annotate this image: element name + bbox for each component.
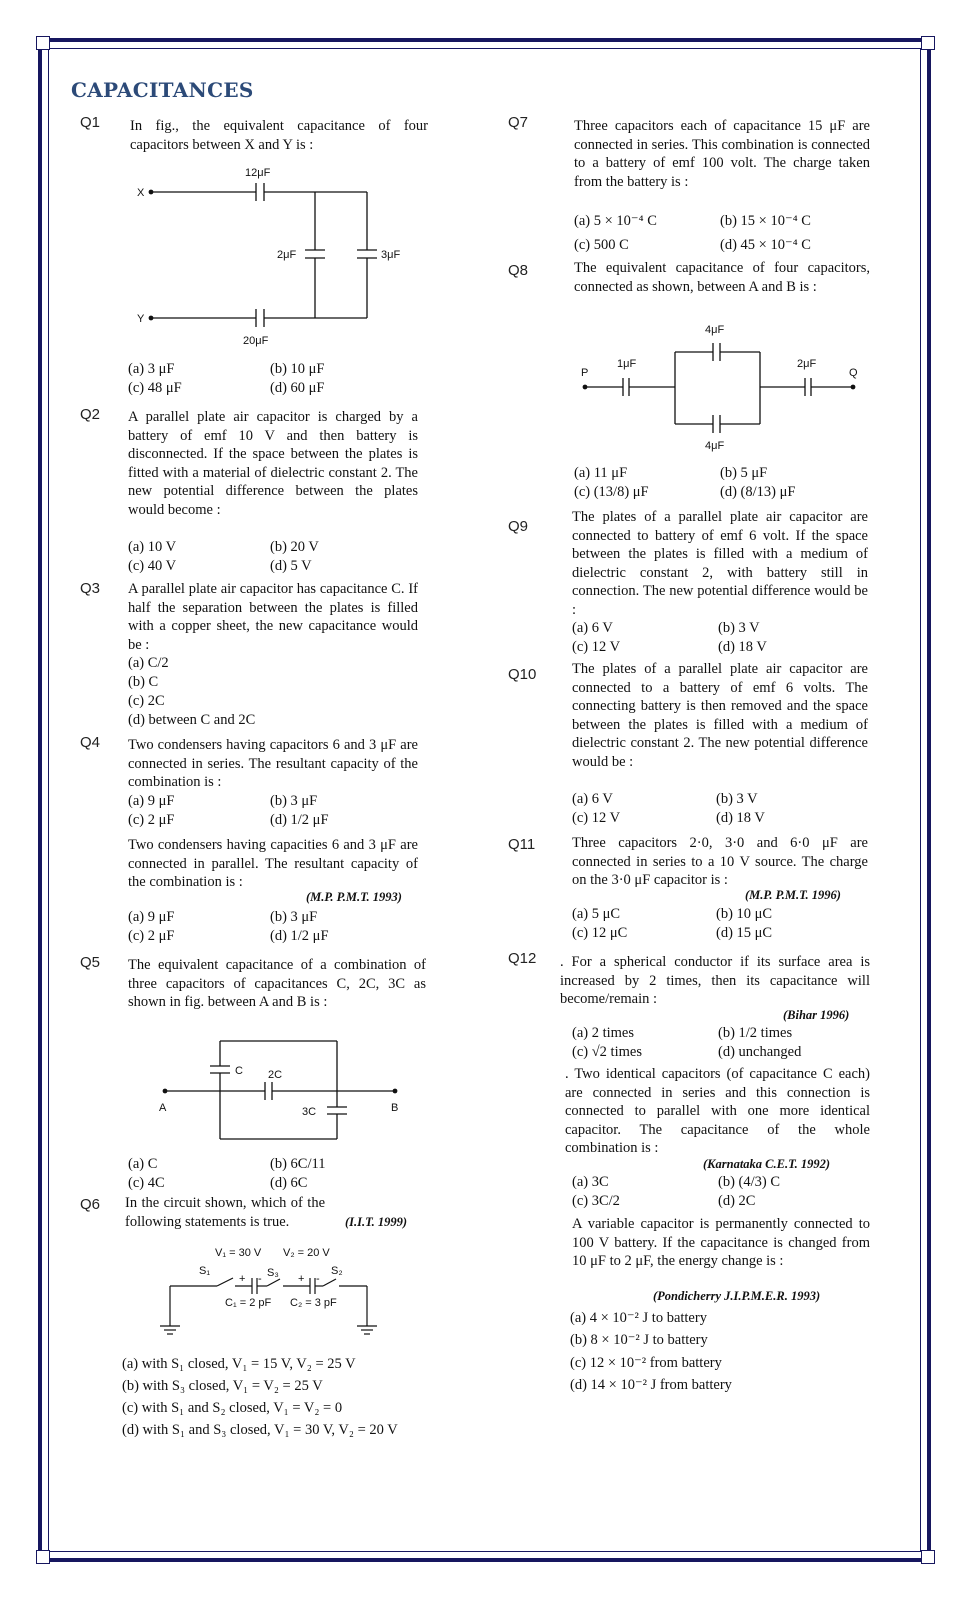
option: (b) 15 × 10⁻⁴ C [720, 213, 811, 229]
label-b: B [391, 1102, 399, 1114]
option: (a) 9 μF [128, 793, 175, 809]
option: (a) 5 μC [572, 906, 621, 922]
question-number: Q1 [80, 114, 101, 131]
option: (c) 12 V [572, 639, 621, 655]
label-v2: V₂ = 20 V [283, 1247, 330, 1259]
label-12uf: 12μF [245, 167, 271, 179]
option: (d) 60 μF [270, 380, 325, 396]
option: (b) 8 × 10⁻² J to battery [570, 1332, 708, 1348]
option: (b) 3 V [718, 620, 760, 636]
question-text: . For a spherical conductor if its surface area is increased by 2 times, then its capacitance will become/remain : [560, 954, 870, 1008]
question-text: The plates of a parallel plate air capacitor are connected to a battery of emf 6 volts. The connecting battery is then removed and the space between the plates is filled with a medium of dielectric constant 2. The new potential difference would be : [572, 661, 868, 770]
option: (b) 20 V [270, 539, 319, 555]
question-number: Q11 [508, 836, 536, 853]
label-3c: 3C [302, 1106, 317, 1118]
label-s1: S₁ [199, 1265, 211, 1277]
option: (a) 6 V [572, 620, 613, 636]
label-20uf: 20μF [243, 335, 269, 347]
label-q: Q [849, 367, 858, 379]
option: (a) 11 μF [574, 465, 628, 481]
question-text: The plates of a parallel plate air capacitor are connected to battery of emf 6 volt. If the space between the plates is filled with a medium of dielectric constant 2, with battery still in connection. The new potential difference would be : [572, 509, 868, 618]
option: (a) C/2 [128, 655, 169, 671]
label-c2: C₂ = 3 pF [290, 1297, 337, 1309]
exam-source: (Karnataka C.E.T. 1992) [703, 1157, 830, 1171]
option: (c) 40 V [128, 558, 177, 574]
option: (d) 1/2 μF [270, 928, 329, 944]
exam-source: (Pondicherry J.I.P.M.E.R. 1993) [653, 1289, 821, 1303]
option: (a) 4 × 10⁻² J to battery [570, 1310, 707, 1326]
option: (a) 3 μF [128, 361, 175, 377]
question-text: Three capacitors each of capacitance 15 μF are connected in series. This combination is connected to a battery of emf 100 volt. The charge taken from the battery is : [574, 118, 870, 190]
q6-circuit-diagram [155, 1248, 395, 1340]
option: (c) 500 C [574, 237, 629, 253]
label-4uf-bottom: 4μF [705, 440, 725, 452]
label-p: P [581, 367, 589, 379]
option: (c) with S₁ and S₂ closed, V₁ = V₂ = 0 [122, 1400, 343, 1416]
option: (c) 4C [128, 1175, 165, 1191]
option: (d) 5 V [270, 558, 312, 574]
option: (a) 6 V [572, 791, 613, 807]
option: (d) (8/13) μF [720, 484, 796, 500]
option: (b) C [128, 674, 159, 690]
option: (c) 2 μF [128, 812, 175, 828]
question-number: Q12 [508, 950, 537, 967]
label-s3: S₃ [267, 1267, 279, 1279]
exam-source: (M.P. P.M.T. 1993) [306, 890, 402, 904]
option: (b) 1/2 times [718, 1025, 793, 1041]
border-corner [921, 36, 935, 50]
label-v1: V₁ = 30 V [215, 1247, 262, 1259]
option: (a) 5 × 10⁻⁴ C [574, 213, 657, 229]
option: (c) 12 μC [572, 925, 628, 941]
option: (a) 10 V [128, 539, 177, 555]
option: (c) 12 V [572, 810, 621, 826]
label-x: X [137, 187, 145, 199]
question-number: Q7 [508, 114, 529, 131]
option: (c) 2 μF [128, 928, 175, 944]
label-plus: + [298, 1273, 305, 1285]
label-s2: S₂ [331, 1265, 343, 1277]
question-text: . Two identical capacitors (of capacitance C each) are connected in series and this connection is connected to parallel with one more identical capacitor. The capacitance of the whole combination is : [565, 1066, 870, 1157]
option: (d) unchanged [718, 1044, 802, 1060]
question-number: Q10 [508, 666, 537, 683]
option: (d) 14 × 10⁻² J from battery [570, 1377, 732, 1393]
option: (c) 48 μF [128, 380, 182, 396]
option: (b) 10 μF [270, 361, 325, 377]
question-number: Q3 [80, 580, 101, 597]
option: (a) C [128, 1156, 158, 1172]
option: (a) with S₁ closed, V₁ = 15 V, V₂ = 25 V [122, 1356, 356, 1372]
exam-source: (M.P. P.M.T. 1996) [745, 888, 841, 902]
label-2uf: 2μF [797, 358, 817, 370]
option: (b) 5 μF [720, 465, 768, 481]
q1-circuit-diagram [135, 160, 401, 355]
option: (b) 3 μF [270, 793, 318, 809]
question-text: In the circuit shown, which of the following statements is true. [125, 1195, 325, 1230]
question-text: The equivalent capacitance of a combination of three capacitors of capacitances C, 2C, 3C as shown in fig. between A and B is : [128, 957, 426, 1011]
option: (a) 9 μF [128, 909, 175, 925]
label-2c: 2C [268, 1069, 283, 1081]
option: (c) (13/8) μF [574, 484, 649, 500]
label-minus: - [316, 1273, 320, 1285]
q5-circuit-diagram [155, 1035, 405, 1150]
option: (d) 1/2 μF [270, 812, 329, 828]
option: (c) 3C/2 [572, 1193, 620, 1209]
question-number: Q8 [508, 262, 529, 279]
label-c: C [235, 1065, 243, 1077]
option: (c) √2 times [572, 1044, 642, 1060]
label-2uf: 2μF [277, 249, 297, 261]
option: (d) 15 μC [716, 925, 773, 941]
label-a: A [159, 1102, 167, 1114]
label-plus: + [239, 1273, 246, 1285]
question-text: Two condensers having capacitors 6 and 3 μF are connected in series. The resultant capacity of the combination is : [128, 737, 418, 791]
question-text: In fig., the equivalent capacitance of four capacitors between X and Y is : [130, 118, 428, 153]
option: (a) 3C [572, 1174, 609, 1190]
option: (d) 18 V [718, 639, 767, 655]
label-minus: - [258, 1273, 262, 1285]
option: (b) 10 μC [716, 906, 773, 922]
exam-source: (Bihar 1996) [783, 1008, 850, 1022]
question-number: Q9 [508, 518, 529, 535]
option: (b) (4/3) C [718, 1174, 781, 1190]
question-text: Two condensers having capacities 6 and 3 μF are connected in parallel. The resultant capacity of the combination is : [128, 837, 418, 891]
question-text: A parallel plate air capacitor is charged by a battery of emf 10 V and then battery is disconnected. If the space between the plates is fitted with a material of dielectric constant 2. The new potential difference between the plates would become : [128, 409, 418, 518]
question-number: Q6 [80, 1196, 101, 1213]
question-text: A variable capacitor is permanently connected to 100 V battery. If the capacitance is changed from 10 μF to 2 μF, the energy change is : [572, 1216, 870, 1270]
option: (d) 2C [718, 1193, 756, 1209]
option: (d) between C and 2C [128, 712, 256, 728]
label-1uf: 1μF [617, 358, 637, 370]
label-3uf: 3μF [381, 249, 401, 261]
question-number: Q2 [80, 406, 101, 423]
question-text: A parallel plate air capacitor has capacitance C. If half the separation between the plates is filled with a copper sheet, the new capacitance would be : [128, 581, 418, 653]
option: (b) 3 μF [270, 909, 318, 925]
border-corner [921, 1550, 935, 1564]
option: (c) 12 × 10⁻² from battery [570, 1355, 722, 1371]
question-number: Q4 [80, 734, 101, 751]
label-4uf-top: 4μF [705, 324, 725, 336]
exam-source: (I.I.T. 1999) [345, 1215, 408, 1229]
option: (c) 2C [128, 693, 165, 709]
option: (b) with S₃ closed, V₁ = V₂ = 25 V [122, 1378, 323, 1394]
border-corner [36, 1550, 50, 1564]
option: (d) with S₁ and S₃ closed, V₁ = 30 V, V₂ = 20 V [122, 1422, 398, 1438]
option: (b) 3 V [716, 791, 758, 807]
label-y: Y [137, 313, 145, 325]
label-c1: C₁ = 2 pF [225, 1297, 272, 1309]
question-text: The equivalent capacitance of four capacitors, connected as shown, between A and B is : [574, 260, 870, 295]
option: (a) 2 times [572, 1025, 635, 1041]
q8-circuit-diagram [575, 322, 870, 457]
question-text: Three capacitors 2·0, 3·0 and 6·0 μF are connected in series to a 10 V source. The charge on the 3·0 μF capacitor is : [572, 835, 868, 889]
border-corner [36, 36, 50, 50]
option: (d) 18 V [716, 810, 765, 826]
option: (b) 6C/11 [270, 1156, 326, 1172]
question-number: Q5 [80, 954, 101, 971]
option: (d) 6C [270, 1175, 308, 1191]
page-title: CAPACITANCES [71, 78, 254, 102]
option: (d) 45 × 10⁻⁴ C [720, 237, 811, 253]
